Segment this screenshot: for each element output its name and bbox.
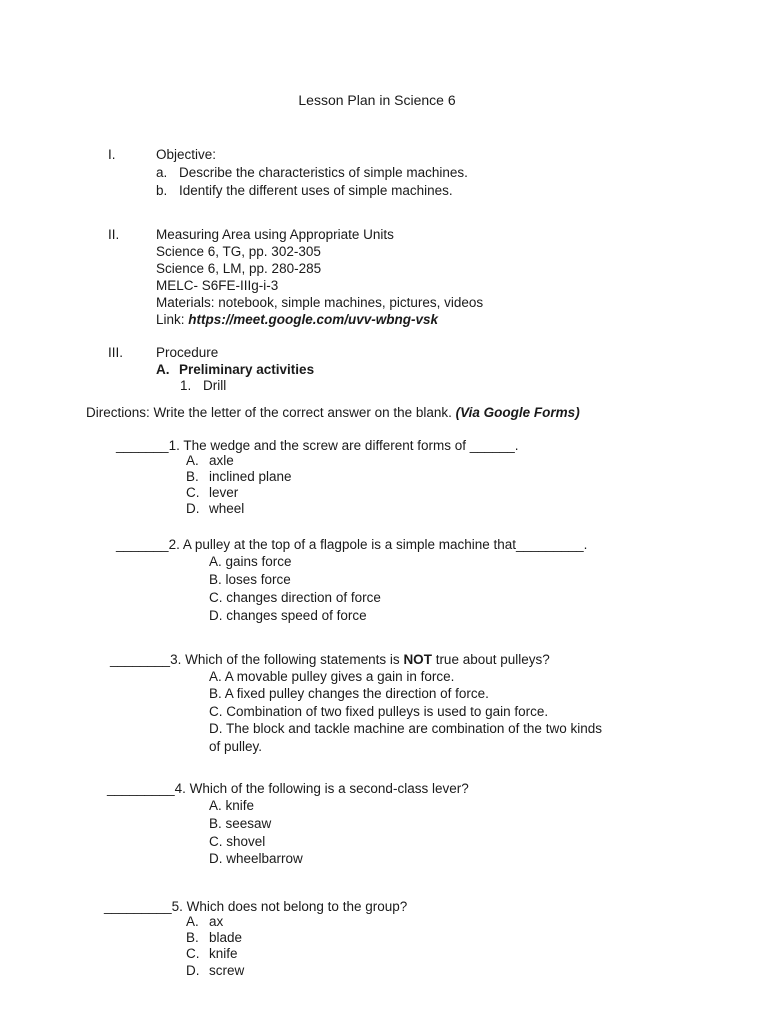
section2-line-1: Measuring Area using Appropriate Units [156,227,394,242]
answer-blank-5[interactable]: _________ [104,899,172,914]
q1-option-c [186,484,238,501]
drill-text: Drill [203,378,227,393]
q2-option-c: C. changes direction of force [209,590,381,605]
q1-option-b-text: inclined plane [209,469,292,484]
drill-label: 1. [180,378,192,393]
q5-option-d-text: screw [209,963,245,978]
section3-numeral: III. [108,345,124,360]
objective-b-text: Identify the different uses of simple machines. [179,183,453,198]
q5-option-b-label: B. [186,930,199,945]
objective-a-text: Describe the characteristics of simple machines. [179,165,468,180]
q4-option-b: B. seesaw [209,816,272,831]
q3-option-d-continued: of pulley. [209,739,263,754]
meeting-link-line [156,311,438,328]
q5-option-a-text: ax [209,914,224,929]
q5-option-a [186,913,223,930]
q5-option-c-text: knife [209,946,238,961]
question-1-stem: 1. The wedge and the screw are different forms of ______. [168,438,519,453]
directions [86,404,580,421]
question-3 [110,651,550,668]
answer-blank-4[interactable]: _________ [107,781,175,796]
preliminary-activities-heading [156,361,314,378]
q1-option-d [186,500,244,517]
q4-option-d: D. wheelbarrow [209,851,303,866]
q1-option-d-label: D. [186,501,200,516]
question-5 [104,898,407,915]
meeting-link[interactable]: https://meet.google.com/uvv-wbng-vsk [188,312,439,327]
directions-text: Directions: Write the letter of the correct answer on the blank. [86,405,456,420]
page-title: Lesson Plan in Science 6 [298,92,456,108]
q2-option-d: D. changes speed of force [209,608,367,623]
objective-b [156,182,453,199]
answer-blank-2[interactable]: _______ [116,537,169,552]
section1-heading: Objective: [156,147,217,162]
objective-b-label: b. [156,183,168,198]
q1-option-c-text: lever [209,485,239,500]
section2-line-2: Science 6, TG, pp. 302-305 [156,244,321,259]
question-2 [116,536,587,553]
q5-option-d [186,962,244,979]
q4-option-a: A. knife [209,798,255,813]
q4-option-c: C. shovel [209,834,266,849]
q5-option-d-label: D. [186,963,200,978]
answer-blank-1[interactable]: _______ [116,438,169,453]
question-4 [107,780,469,797]
q5-option-b [186,929,242,946]
q1-option-a-text: axle [209,453,234,468]
q2-option-a: A. gains force [209,554,292,569]
section1-numeral: I. [108,147,116,162]
q5-option-c [186,945,238,962]
section2-line-5: Materials: notebook, simple machines, pictures, videos [156,295,484,310]
q5-option-a-label: A. [186,914,199,929]
q3-option-d: D. The block and tackle machine are combination of the two kinds [209,721,602,736]
q3-option-a: A. A movable pulley gives a gain in force. [209,669,455,684]
q2-option-b: B. loses force [209,572,291,587]
preliminary-activities-text: Preliminary activities [179,362,315,377]
section2-numeral: II. [108,227,120,242]
question-5-stem: 5. Which does not belong to the group? [171,899,408,914]
question-3-stem-pre: 3. Which of the following statements is [170,652,404,667]
question-1 [116,437,519,454]
q1-option-c-label: C. [186,485,200,500]
meeting-link-label: Link: [156,312,189,327]
preliminary-activities-label: A. [156,362,170,377]
q3-option-b: B. A fixed pulley changes the direction of force. [209,686,489,701]
q5-option-b-text: blade [209,930,243,945]
objective-a [156,164,468,181]
q1-option-b [186,468,292,485]
question-4-stem: 4. Which of the following is a second-class lever? [174,781,469,796]
q1-option-a [186,452,234,469]
directions-emphasis: (Via Google Forms) [455,405,580,420]
drill-item [180,377,226,394]
question-2-stem: 2. A pulley at the top of a flagpole is a simple machine that_________. [168,537,588,552]
q1-option-a-label: A. [186,453,199,468]
section3-heading: Procedure [156,345,219,360]
question-3-stem-post: true about pulleys? [431,652,550,667]
q1-option-b-label: B. [186,469,199,484]
section2-line-4: MELC- S6FE-IIIg-i-3 [156,278,279,293]
q1-option-d-text: wheel [209,501,245,516]
question-3-stem-bold: NOT [403,652,432,667]
answer-blank-3[interactable]: ________ [110,652,171,667]
q3-option-c: C. Combination of two fixed pulleys is used to gain force. [209,704,549,719]
section2-line-3: Science 6, LM, pp. 280-285 [156,261,322,276]
objective-a-label: a. [156,165,168,180]
q5-option-c-label: C. [186,946,200,961]
